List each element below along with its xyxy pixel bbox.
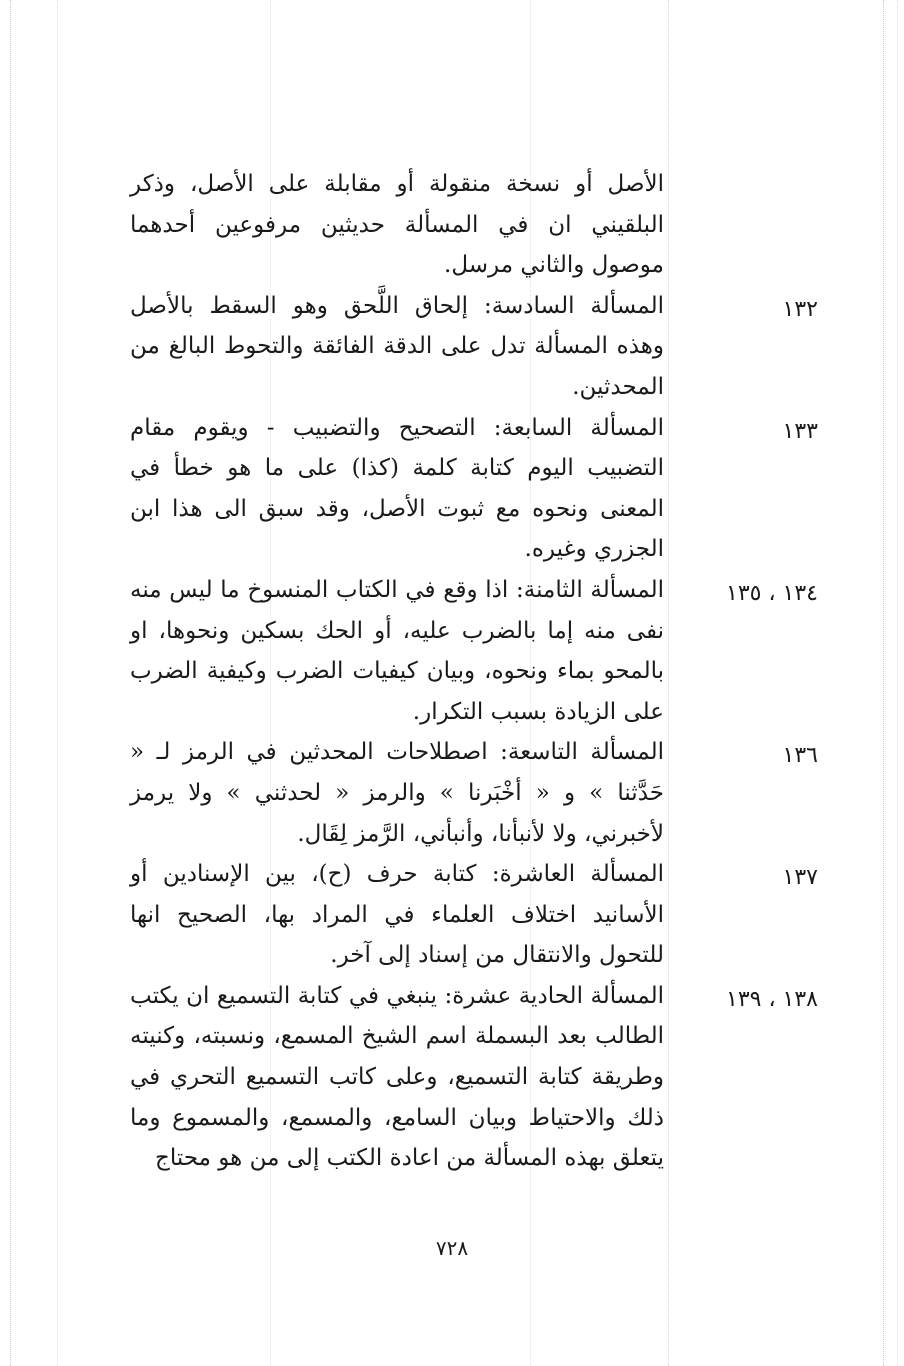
entry-text: المسألة السابعة: التصحيح والتضبيب - ويقوم مقام التضبيب اليوم كتابة كلمة (كذا) على ما هو خطأ في المعنى ونحوه مع ثبوت الأصل، وقد سبق الى هذا ابن الجزري وغيره. — [130, 414, 664, 563]
entry-number: ١٣٢ — [782, 296, 818, 322]
index-entry — [0, 286, 904, 408]
entry-text: المسألة العاشرة: كتابة حرف (ح)، بين الإسنادين أو الأسانيد اختلاف العلماء في المراد بها، الصحيح انها للتحول والانتقال من إسناد إلى آخر. — [130, 861, 664, 969]
entry-number: ١٣٤ ، ١٣٥ — [726, 580, 818, 606]
entry-number: ١٣٦ — [782, 743, 818, 769]
index-entry — [0, 732, 904, 854]
index-entry — [0, 164, 904, 286]
entry-text: المسألة الثامنة: اذا وقع في الكتاب المنسوخ ما ليس منه نفى منه إما بالضرب عليه، أو الحك بسكين ونحوها، او بالمحو بماء ونحوه، وبيان كيفيات الضرب وكيفية الضرب على الزيادة بسبب التكرار. — [130, 576, 664, 725]
entry-text: الأصل أو نسخة منقولة أو مقابلة على الأصل، وذكر البلقيني ان في المسألة حديثين مرفوعين أحدهما موصول والثاني مرسل. — [130, 171, 664, 279]
entry-text: المسألة التاسعة: اصطلاحات المحدثين في الرمز لـ « حَدَّثنا » و « أخْبَرنا » والرمز « لحدثني » ولا يرمز لأخبرني، ولا لأنبأنا، وأنبأني، الرَّمز لِقَال. — [130, 739, 664, 847]
entry-number: ١٣٧ — [782, 865, 818, 891]
entry-number: ١٣٣ — [782, 418, 818, 444]
entry-text: المسألة الحادية عشرة: ينبغي في كتابة التسميع ان يكتب الطالب بعد البسملة اسم الشيخ المسمع، ونسبته، وكنيته وطريقة كتابة التسميع، وعلى كاتب التسميع التحري في ذلك والاحتياط وبيان السامع، والمسمع، والمسموع وما يتعلق بهذه المسألة من اعادة الكتب إلى من هو محتاج — [130, 982, 664, 1172]
index-entry — [0, 854, 904, 976]
page-number: ٧٢٨ — [435, 1236, 469, 1260]
index-entry — [0, 976, 904, 1179]
index-entries — [0, 164, 904, 1179]
entry-number: ١٣٨ ، ١٣٩ — [726, 986, 818, 1012]
entry-text: المسألة السادسة: إلحاق اللَّحق وهو السقط بالأصل وهذه المسألة تدل على الدقة الفائقة والتحوط البالغ من المحدثين. — [130, 292, 664, 400]
index-entry — [0, 408, 904, 570]
index-entry — [0, 570, 904, 732]
